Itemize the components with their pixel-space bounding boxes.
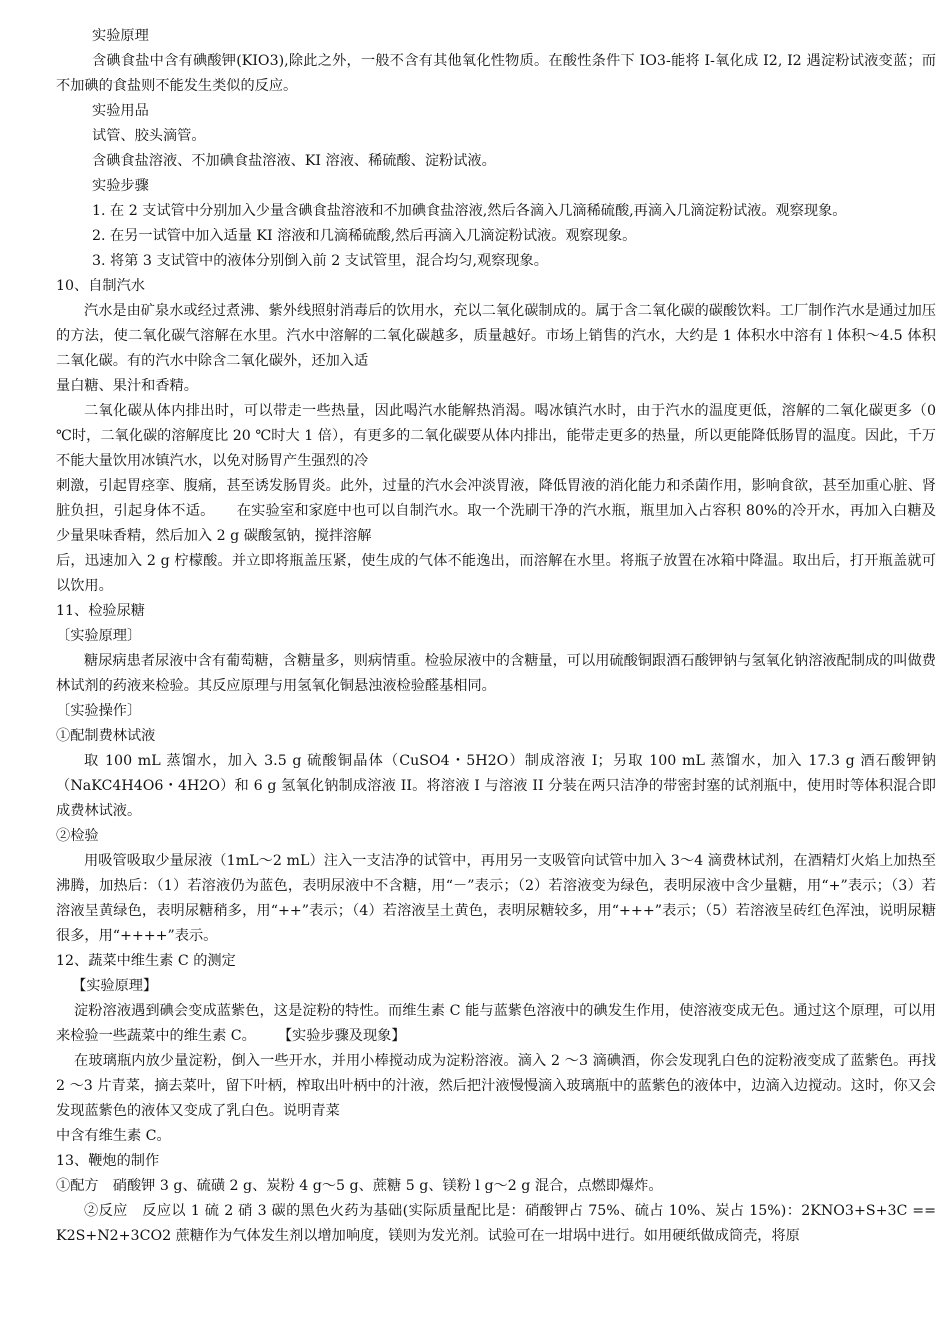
- step-3: 3. 将第 3 支试管中的液体分别倒入前 2 支试管里，混合均匀,观察现象。: [92, 253, 548, 269]
- urine-test-heading: ②检验: [56, 828, 99, 844]
- soda-paragraph-2-text: 刺激，引起胃痉挛、腹痛，甚至诱发肠胃炎。此外，过量的汽水会冲淡胃液，降低胃液的消化能力和杀菌作用，影响食欲，甚至加重心脏、肾脏负担，引起身体不适。: [56, 478, 936, 519]
- section-10-title: 10、自制汽水: [56, 278, 145, 294]
- soda-paragraph-1-end: 量白糖、果汁和香精。: [56, 378, 198, 394]
- soda-paragraph-1: 汽水是由矿泉水或经过煮沸、紫外线照射消毒后的饮用水，充以二氧化碳制成的。属于含二氧化碳的碳酸饮料。工厂制作汽水是通过加压的方法，使二氧化碳气溶解在水里。汽水中溶解的二氧化碳越多，质量越好。市场上销售的汽水，大约是 1 体积水中溶有 l 体积～4.5 体积二氧化碳。有的汽水中除含二氧化碳外，还加入适: [56, 303, 936, 369]
- fehling-prep-heading: ①配制费林试液: [56, 728, 156, 744]
- vitc-steps-text: 在玻璃瓶内放少量淀粉，倒入一些开水，并用小棒搅动成为淀粉溶液。滴入 2 ～3 滴碘酒，你会发现乳白色的淀粉液变成了蓝紫色。再找 2 ～3 片青菜，摘去菜叶，留下叶柄，榨取出叶柄中的汁液，然后把汁液慢慢滴入玻璃瓶中的蓝紫色的液体中，边滴入边搅动。这时，你又会发现蓝紫色的液体又变成了乳白色。说明青菜: [56, 1053, 936, 1119]
- document-page: [56, 24, 936, 1249]
- vitc-steps-heading: 【实验步骤及现象】: [277, 1028, 406, 1044]
- soda-homemade-text: 在实验室和家庭中也可以自制汽水。取一个洗刷干净的汽水瓶，瓶里加入占容积 80%的冷开水，再加入白糖及少量果味香精，然后加入 2 g 碳酸氢钠，搅拌溶解: [56, 503, 936, 544]
- materials-line-1: 试管、胶头滴管。: [92, 128, 206, 144]
- section-13-title: 13、鞭炮的制作: [56, 1153, 160, 1169]
- soda-paragraph-2-end: 后，迅速加入 2 g 柠檬酸。并立即将瓶盖压紧，使生成的气体不能逸出，而溶解在水里。将瓶子放置在冰箱中降温。取出后，打开瓶盖就可以饮用。: [56, 553, 936, 594]
- firecracker-reaction: ②反应 反应以 1 硫 2 硝 3 碳的黑色火药为基础(实际质量配比是：硝酸钾占 75%、硫占 10%、炭占 15%)：2KNO3+S+3C == K2S+N2+3CO2 蔗糖作为气体发生剂以增加响度，镁则为发光剂。试验可在一坩埚中进行。如用硬纸做成筒壳，将原: [56, 1203, 936, 1244]
- step-2: 2. 在另一试管中加入适量 KI 溶液和几滴稀硫酸,然后再滴入几滴淀粉试液。观察现象。: [92, 228, 637, 244]
- firecracker-formula: ①配方 硝酸钾 3 g、硫磺 2 g、炭粉 4 g～5 g、蔗糖 5 g、镁粉 l g～2 g 混合，点燃即爆炸。: [56, 1178, 663, 1194]
- soda-paragraph-2-cont: [56, 474, 936, 549]
- section-heading-materials: 实验用品: [92, 103, 149, 119]
- section-12-title: 12、蔬菜中维生素 C 的测定: [56, 953, 236, 969]
- materials-line-2: 含碘食盐溶液、不加碘食盐溶液、KI 溶液、稀硫酸、淀粉试液。: [92, 153, 496, 169]
- urine-test-text: 用吸管吸取少量尿液（1mL～2 mL）注入一支洁净的试管中，再用另一支吸管向试管中加入 3～4 滴费林试剂，在酒精灯火焰上加热至沸腾，加热后：（1）若溶液仍为蓝色，表明尿液中不含糖，用“－”表示；（2）若溶液变为绿色，表明尿液中含少量糖，用“+”表示；（3）若溶液呈黄绿色，表明尿糖稍多，用“++”表示；（4）若溶液呈土黄色，表明尿糖较多，用“+++”表示；（5）若溶液呈砖红色浑浊，说明尿糖很多，用“++++”表示。: [56, 853, 936, 944]
- section-heading-principle: 实验原理: [92, 28, 149, 44]
- urine-principle-heading: 〔实验原理〕: [56, 628, 142, 644]
- paragraph-iodine-principle: 含碘食盐中含有碘酸钾(KIO3),除此之外，一般不含有其他氧化性物质。在酸性条件下 IO3-能将 I-氧化成 I2, I2 遇淀粉试液变蓝；而不加碘的食盐则不能发生类似的反应。: [56, 53, 936, 94]
- vitc-principle-text: 淀粉溶液遇到碘会变成蓝紫色，这是淀粉的特性。而维生素 C 能与蓝紫色溶液中的碘发生作用，使溶液变成无色。通过这个原理，可以用来检验一些蔬菜中的维生素 C。: [56, 1003, 936, 1044]
- section-heading-steps: 实验步骤: [92, 178, 149, 194]
- vitc-principle-heading: 【实验原理】: [72, 978, 158, 994]
- vitc-principle-paragraph: [56, 999, 936, 1049]
- urine-operation-heading: 〔实验操作〕: [56, 703, 142, 719]
- soda-paragraph-2: 二氧化碳从体内排出时，可以带走一些热量，因此喝汽水能解热消渴。喝冰镇汽水时，由于汽水的温度更低，溶解的二氧化碳更多（0 ℃时，二氧化碳的溶解度比 20 ℃时大 1 倍），有更多的二氧化碳要从体内排出，能带走更多的热量，所以更能降低肠胃的温度。因此，千万不能大量饮用冰镇汽水，以免对肠胃产生强烈的冷: [56, 403, 936, 469]
- section-11-title: 11、检验尿糖: [56, 603, 145, 619]
- vitc-steps-end: 中含有维生素 C。: [56, 1128, 171, 1144]
- step-1: 1. 在 2 支试管中分别加入少量含碘食盐溶液和不加碘食盐溶液,然后各滴入几滴稀硫酸,再滴入几滴淀粉试液。观察现象。: [92, 203, 847, 219]
- fehling-prep-text: 取 100 mL 蒸馏水，加入 3.5 g 硫酸铜晶体（CuSO4・5H2O）制成溶液 I；另取 100 mL 蒸馏水，加入 17.3 g 酒石酸钾钠（NaKC4H4O6・4H2O）和 6 g 氢氧化钠制成溶液 II。将溶液 I 与溶液 II 分装在两只洁净的带密封塞的试剂瓶中，使用时等体积混合即成费林试液。: [56, 753, 936, 819]
- urine-principle-text: 糖尿病患者尿液中含有葡萄糖，含糖量多，则病情重。检验尿液中的含糖量，可以用硫酸铜跟酒石酸钾钠与氢氧化钠溶液配制成的叫做费林试剂的药液来检验。其反应原理与用氢氧化铜悬浊液检验醛基相同。: [56, 653, 936, 694]
